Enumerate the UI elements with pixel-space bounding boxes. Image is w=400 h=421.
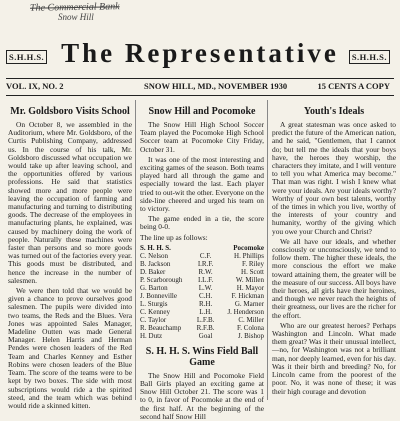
article-paragraph: On October 8, we assembled in the Auditorium, where Mr. Goldsboro, of the Curtis Publishing Company, addressed us. In the course of his talk, Mr. Goldsboro discussed what occupation we would take up after leaving school, and the opportunities offered by various professions. He said that statistics showed more and more people were leaving the occupation of farming and manufacturing and turning to distributing goods. The decrease of the employees in manufacturing plants, he explained, was caused by machinery doing the work of people. Naturally these machines were faster than persons and so more goods was turned out of the factories every year. This goods must be distributed, and hence the increase in the number of salesmen. xyxy=(8,120,132,285)
volume-number: VOL. IX, NO. 2 xyxy=(6,81,64,91)
lineup-player-right: C. Miller xyxy=(238,315,264,324)
lineup-row xyxy=(140,324,264,332)
lineup-row xyxy=(140,284,264,292)
lineup-player-left: C. Kenney xyxy=(140,307,170,316)
article-headline: S. H. H. S. Wins Field Ball Game xyxy=(145,345,259,368)
lineup-player-right: F. Riley xyxy=(242,259,264,268)
article-headline: Snow Hill and Pocomoke xyxy=(148,106,256,117)
lineup-player-left: C. Taylor xyxy=(140,315,167,324)
masthead-rule-top xyxy=(6,78,394,79)
place-date: SNOW HILL, MD., NOVEMBER 1930 xyxy=(144,81,288,91)
lineup-player-right: J. Bishop xyxy=(237,331,264,340)
lineup-row xyxy=(140,252,264,260)
lineup-player-left: C. Nelson xyxy=(140,251,168,260)
lineup-player-right: H. Phillips xyxy=(234,251,264,260)
lineup-player-left: G. Barton xyxy=(140,283,168,292)
masthead-ear-left: S.H.H.S. xyxy=(6,50,47,64)
lineup-player-right: F. Hickman xyxy=(231,291,264,300)
article-paragraph: It was one of the most interesting and exciting games of the season. Both teams played hard all through the game and especially toward the last. Each player tried to out-wit the other. Everyone on the side-line cheered and urged his team on to victory. xyxy=(140,154,264,214)
lineup-player-right: W. Millen xyxy=(235,275,264,284)
column-divider xyxy=(267,100,268,400)
lineup-position: R.W. xyxy=(198,267,213,276)
lineup-player-right: F. Colona xyxy=(236,323,264,332)
lineup-player-right: G. Marner xyxy=(234,299,264,308)
price: 15 CENTS A COPY xyxy=(317,81,390,91)
column-left xyxy=(8,106,132,410)
lineup-player-left: P. Scarborough xyxy=(140,275,183,284)
lineup-position: L.W. xyxy=(198,283,213,292)
lineup-player-left: B. Jackson xyxy=(140,259,171,268)
handwritten-note-line2: Snow Hill xyxy=(58,12,94,22)
lineup-position: R.F.B. xyxy=(196,323,215,332)
lineup-position: C.H. xyxy=(198,291,213,300)
masthead-ear-right: S.H.H.S. xyxy=(349,50,390,64)
lineup-row xyxy=(140,308,264,316)
article-paragraph: The Snow Hill High School Soccer Team played the Pocomoke High School Soccer team at Pocomoke City Friday, October 31. xyxy=(140,120,264,154)
column-middle xyxy=(140,106,264,421)
article-headline: Youth's Ideals xyxy=(303,106,365,117)
article-paragraph: The game ended in a tie, the score being 0-0. xyxy=(140,214,264,232)
masthead xyxy=(0,38,400,74)
lineup-row xyxy=(140,292,264,300)
lineup-player-right: H. Scott xyxy=(241,267,264,276)
masthead-rule-bottom xyxy=(6,95,394,96)
article-paragraph: A great statesman was once asked to predict the future of the American nation, and he said, "Gentlemen, that I cannot do; but tell me the ideals that your boys have, the heroes they worship, the characters they imitate, and I will venture to tell you what America may become." That man was right. I wish I knew what were your ideals. Are your ideals worthy? Worthy of your own best talents, worthy of the times in which you live, worthy of the interests of your country and humanity, worthy of the giving which you owe your Church and Christ? xyxy=(272,120,396,236)
lineup-team-right: Pocomoke xyxy=(233,243,264,252)
newspaper-title: The Representative xyxy=(61,38,339,68)
lineup-position: I.L.F. xyxy=(198,275,214,284)
article-paragraph: The line up as follows: xyxy=(140,232,208,242)
article-paragraph: The Snow Hill and Pocomoke Field Ball Girls played an exciting game at Snow Hill October 21. The score was 1 to 0, in favor of Pocomoke at the end of the first half. At the beginning of the second half Snow Hill xyxy=(140,370,264,421)
issue-line xyxy=(6,81,390,95)
lineup-position: Goal xyxy=(198,331,213,340)
lineup-team-left: S. H. H. S. xyxy=(140,243,171,252)
lineup-player-left: L. Sturgis xyxy=(140,299,168,308)
lineup-table xyxy=(140,244,264,340)
lineup-player-right: H. Mayor xyxy=(236,283,264,292)
lineup-row xyxy=(140,316,264,324)
lineup-player-right: J. Henderson xyxy=(227,307,264,316)
lineup-row xyxy=(140,300,264,308)
lineup-row xyxy=(140,268,264,276)
article-paragraph: Who are our greatest heroes? Perhaps Washington and Lincoln. What made them great? Was it their unusual intellect,—no, for Washington was not a brilliant man, nor deeply learned, even for his day. Was it their birth and breeding? No, for Lincoln came from the poorest of the poor. No, it was none of these; it was their high courage and devotion xyxy=(272,320,396,396)
lineup-player-left: J. Bonneville xyxy=(140,291,177,300)
lineup-row xyxy=(140,332,264,340)
column-right xyxy=(272,106,396,400)
article-headline: Mr. Goldsboro Visits School xyxy=(10,106,130,117)
lineup-position: L.F.B. xyxy=(196,315,215,324)
lineup-position: I.R.F. xyxy=(197,259,214,268)
lineup-player-left: R. Beauchamp xyxy=(140,323,182,332)
lineup-player-left: H. Dutz xyxy=(140,331,163,340)
lineup-row xyxy=(140,276,264,284)
column-divider xyxy=(135,100,136,400)
lineup-position: R.H. xyxy=(198,299,213,308)
article-paragraph: We all have our ideals, and whether consciously or unconsciously, we tend to follow them. The higher these ideals, the more conscious the effort we make toward attaining them, the greater will be the measure of our success. All boys have their heroes, all girls have their heroines, and though we never reach the heights of their greatness, our lives are the richer for the effort. xyxy=(272,236,396,320)
handwritten-note-line1: The Commercial Bank xyxy=(29,1,120,14)
lineup-player-left: D. Baker xyxy=(140,267,166,276)
lineup-position: L.H. xyxy=(199,307,213,316)
lineup-position: C.F. xyxy=(199,251,212,260)
lineup-row xyxy=(140,260,264,268)
article-paragraph: We were then told that we would be given a chance to prove ourselves good salesmen. The pupils were divided into two teams, the Reds and the Blues. Vera Jones was appointed Sales Manager, Madeline Outten was made General Manager. Helen Harris and Herman Pendes were chosen leaders of the Red Team and Charles Kenney and Esther Robins were chosen leaders of the Blue Team. The score of the teams were to be kept by two boxes. The side with most subscriptions would ride a the spirited steed, and the team which was behind would ride a skinned kitten. xyxy=(8,286,132,410)
